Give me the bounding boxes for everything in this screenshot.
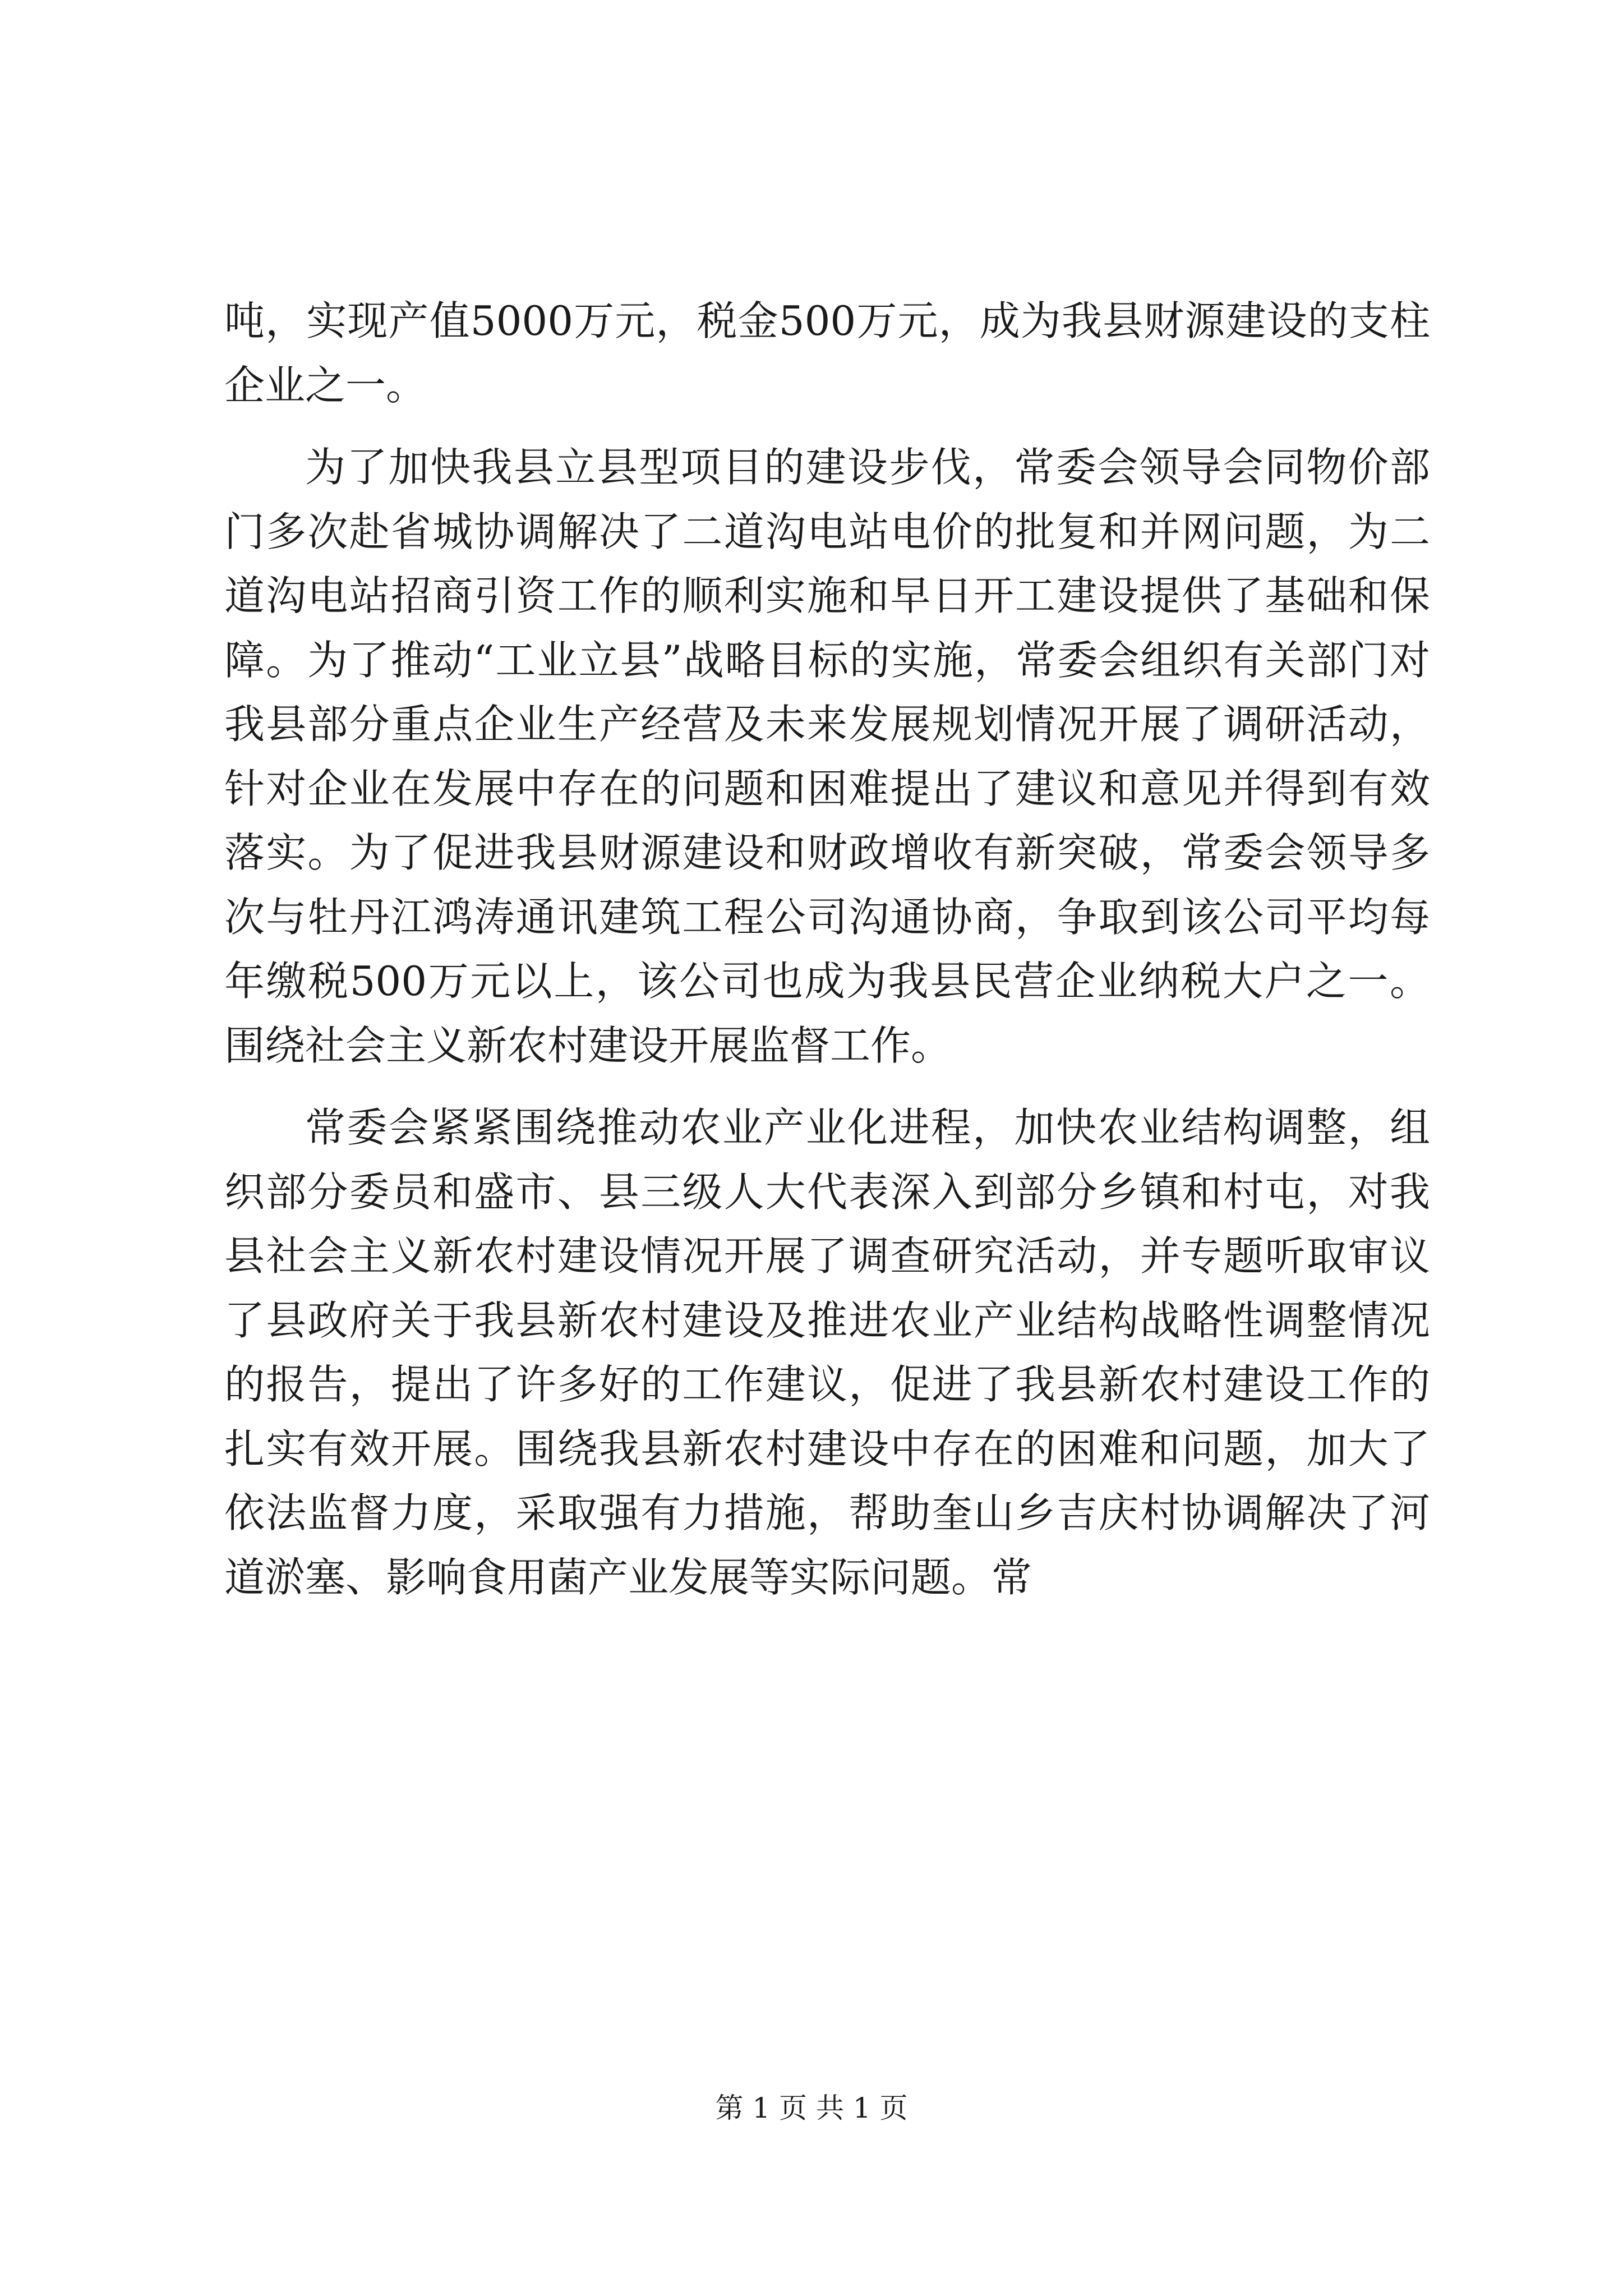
paragraph-1: 吨，实现产值5000万元，税金500万元，成为我县财源建设的支柱企业之一。: [224, 297, 1430, 409]
paragraph-2: 为了加快我县立县型项目的建设步伐，常委会领导会同物价部门多次赴省城协调解决了二道沟电站电价的批复和并网问题，为二道沟电站招商引资工作的顺利实施和早日开工建设提供了基础和保障。为了推动“工业立县”战略目标的实施，常委会组织有关部门对我县部分重点企业生产经营及未来发展规划情况开展了调研活动，针对企业在发展中存在的问题和困难提出了建议和意见并得到有效落实。为了促进我县财源建设和财政增收有新突破，常委会领导多次与牡丹江鸿涛通讯建筑工程公司沟通协商，争取到该公司平均每年缴税500万元以上，该公司也成为我县民营企业纳税大户之一。围绕社会主义新农村建设开展监督工作。: [224, 444, 1430, 1069]
document-body: [224, 289, 1430, 1609]
page-footer: 第 1 页 共 1 页: [715, 2092, 908, 2124]
paragraph-3: 常委会紧紧围绕推动农业产业化进程，加快农业结构调整，组织部分委员和盛市、县三级人大代表深入到部分乡镇和村屯，对我县社会主义新农村建设情况开展了调查研究活动，并专题听取审议了县政府关于我县新农村建设及推进农业产业结构战略性调整情况的报告，提出了许多好的工作建议，促进了我县新农村建设工作的扎实有效开展。围绕我县新农村建设中存在的困难和问题，加大了依法监督力度，采取强有力措施，帮助奎山乡吉庆村协调解决了河道淤塞、影响食用菌产业发展等实际问题。常: [224, 1104, 1430, 1601]
